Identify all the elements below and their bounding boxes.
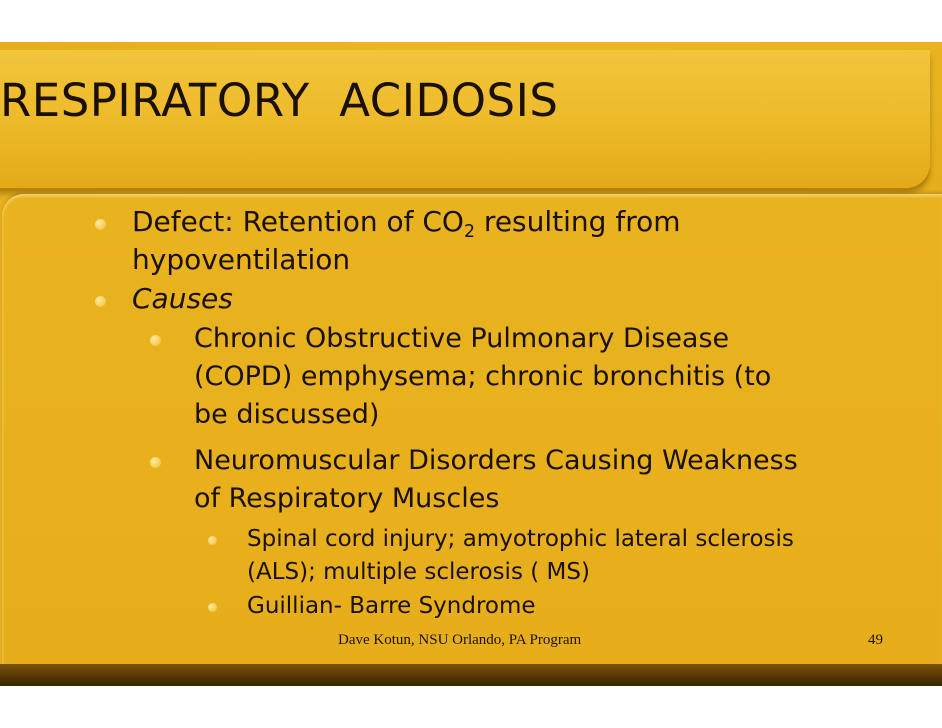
bullet-dot-icon	[150, 335, 161, 346]
defect-suffix: resulting from	[475, 205, 681, 238]
bullet-dot-icon	[95, 296, 106, 307]
bullet-copd-line2: (COPD) emphysema; chronic bronchitis (to	[194, 361, 772, 392]
bullet-dot-icon	[150, 457, 161, 468]
defect-text: Defect: Retention of CO	[132, 205, 464, 238]
bullet-spinal: Spinal cord injury; amyotrophic lateral sclerosis	[247, 526, 794, 552]
bullet-spinal-line2: (ALS); multiple sclerosis ( MS)	[247, 559, 590, 585]
bullet-dot-icon	[95, 219, 106, 230]
bullet-neuromuscular: Neuromuscular Disorders Causing Weakness	[194, 445, 798, 476]
bullet-neuromuscular-line2: of Respiratory Muscles	[194, 483, 500, 514]
bullet-guillian: Guillian- Barre Syndrome	[247, 593, 536, 619]
bullet-dot-icon	[208, 536, 217, 545]
slide-title: RESPIRATORY ACIDOSIS	[0, 74, 559, 127]
bullet-copd-line3: be discussed)	[194, 399, 380, 430]
bullet-dot-icon	[208, 603, 217, 612]
slide-footer: Dave Kotun, NSU Orlando, PA Program	[338, 632, 582, 648]
bullet-causes: Causes	[132, 282, 233, 315]
page-number: 49	[868, 632, 883, 648]
bullet-copd: Chronic Obstructive Pulmonary Disease	[194, 323, 730, 354]
bullet-defect	[132, 203, 681, 241]
co2-subscript: 2	[463, 222, 476, 243]
bullet-defect-line2: hypoventilation	[132, 243, 351, 276]
